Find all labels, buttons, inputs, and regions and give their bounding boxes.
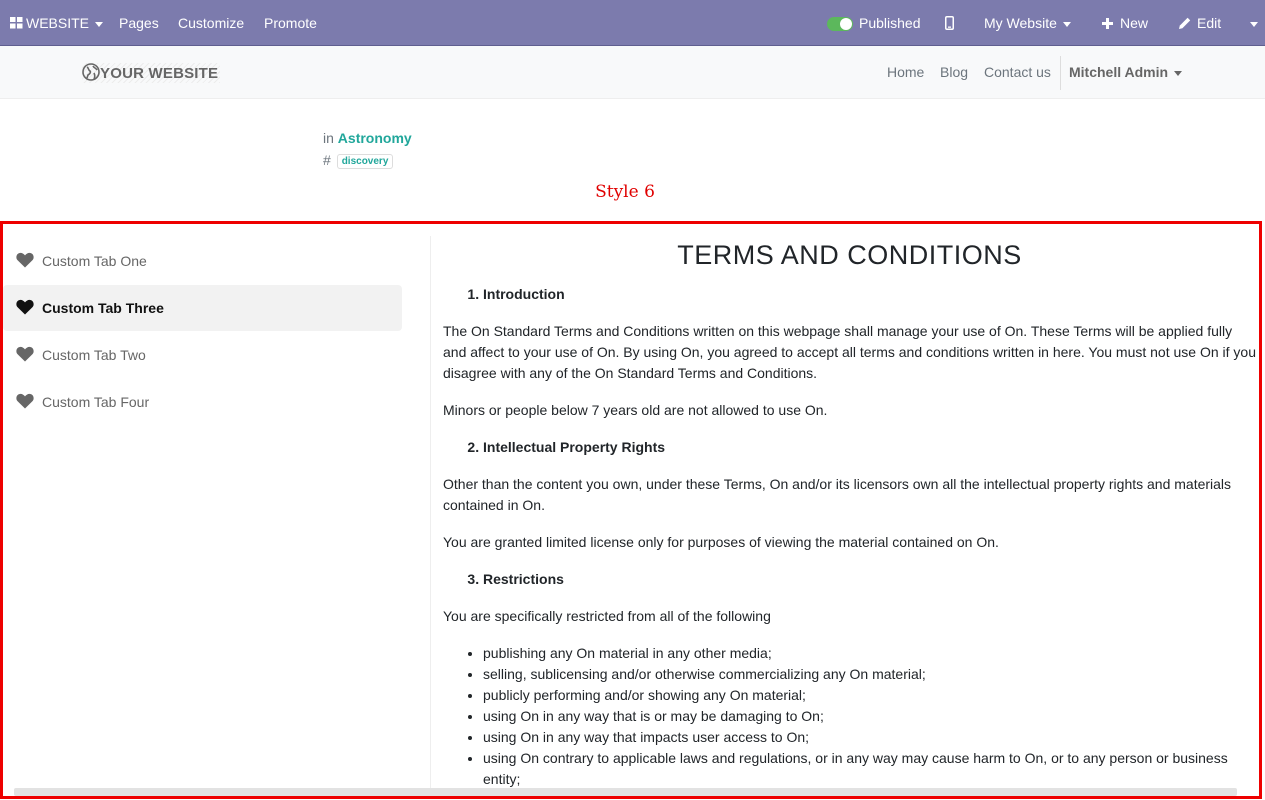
tab-custom-tab-three[interactable] xyxy=(3,285,402,331)
website-menu-label: WEBSITE xyxy=(26,15,90,31)
content-title: TERMS AND CONDITIONS xyxy=(677,240,1022,270)
edit-dropdown-toggle[interactable] xyxy=(1244,0,1258,46)
list-item: • using On in any way that is or may be damaging to On; xyxy=(483,706,1256,727)
section-heading-list xyxy=(443,569,1256,590)
edit-button[interactable] xyxy=(1179,0,1221,46)
paragraph: You are specifically restricted from all of the following xyxy=(443,608,771,624)
tab-custom-tab-two[interactable] xyxy=(3,332,402,378)
list-item: • publicly performing and/or showing any On material; xyxy=(483,685,1256,706)
my-website-label: My Website xyxy=(984,15,1057,31)
in-label: in xyxy=(323,130,334,146)
list-item: • selling, sublicensing and/or otherwise commercializing any On material; xyxy=(483,664,1256,685)
heart-icon xyxy=(16,252,34,268)
pencil-icon xyxy=(1179,17,1191,29)
paragraph: Minors or people below 7 years old are not allowed to use On. xyxy=(443,402,828,418)
published-label: Published xyxy=(859,15,921,31)
site-logo-text: YOUR WEBSITE xyxy=(100,65,219,82)
tab-label: Custom Tab Three xyxy=(42,300,164,316)
apps-grid-icon xyxy=(10,17,23,29)
tab-label: Custom Tab Four xyxy=(42,394,150,410)
nav-home[interactable]: Home xyxy=(887,64,925,80)
horizontal-scrollbar[interactable] xyxy=(14,788,1237,796)
new-label: New xyxy=(1120,15,1149,31)
mobile-preview-button[interactable] xyxy=(945,0,954,46)
nav-divider xyxy=(1060,56,1061,90)
post-category xyxy=(323,130,412,146)
my-website-menu[interactable] xyxy=(984,0,1071,46)
list-item: • publishing any On material in any other media; xyxy=(483,643,1256,664)
section-heading-list xyxy=(443,437,1256,458)
edit-label: Edit xyxy=(1197,15,1222,31)
promote-menu[interactable]: Promote xyxy=(264,15,317,31)
section-heading-restrictions: 3. Restrictions xyxy=(483,569,1256,590)
style-label: Style 6 xyxy=(595,182,655,202)
globe-icon xyxy=(82,63,100,81)
site-logo[interactable] xyxy=(82,63,220,83)
nav-blog[interactable]: Blog xyxy=(940,64,969,80)
tab-custom-tab-one[interactable] xyxy=(3,238,402,284)
chevron-down-icon xyxy=(1174,71,1182,76)
website-menu[interactable] xyxy=(10,0,103,46)
plus-icon xyxy=(1102,18,1113,29)
new-button[interactable] xyxy=(1102,0,1148,46)
tag-badge[interactable]: discovery xyxy=(337,154,394,169)
section-heading-intellectual-property: 2. Intellectual Property Rights xyxy=(483,437,1256,458)
section-heading-list xyxy=(443,284,1256,305)
restrictions-list xyxy=(443,643,1256,788)
chevron-down-icon xyxy=(95,22,103,27)
tab-custom-tab-four[interactable] xyxy=(3,379,402,425)
user-name: Mitchell Admin xyxy=(1069,64,1169,80)
pages-menu[interactable]: Pages xyxy=(119,15,159,31)
tab-label: Custom Tab Two xyxy=(42,347,146,363)
user-menu[interactable] xyxy=(1069,46,1182,99)
heart-icon xyxy=(16,299,34,315)
tab-label: Custom Tab One xyxy=(42,253,147,269)
site-navbar xyxy=(0,46,1265,99)
tab-content-panel xyxy=(430,236,1256,788)
list-item: • using On contrary to applicable laws and regulations, or in any way may cause harm to On, or to any person or business entity; xyxy=(483,748,1256,788)
nav-contact-us[interactable]: Contact us xyxy=(984,64,1051,80)
paragraph: Other than the content you own, under these Terms, On and/or its licensors own all the intellectual property rights and materials contained in On. xyxy=(443,476,1232,513)
list-item: • using On in any way that impacts user access to On; xyxy=(483,727,1256,748)
heart-icon xyxy=(16,393,34,409)
mobile-phone-icon xyxy=(945,16,954,30)
paragraph: The On Standard Terms and Conditions written on this webpage shall manage your use of On. These Terms will be applied fully and affect to your use of On. By using On, you agreed to accept all terms and conditions written in here. You must not use On if you disagree with any of the On Standard Terms and Conditions. xyxy=(443,323,1256,381)
admin-bar xyxy=(0,0,1265,46)
customize-menu[interactable]: Customize xyxy=(178,15,245,31)
post-tags xyxy=(323,152,393,169)
toggle-switch-icon xyxy=(827,17,853,31)
hash-icon: # xyxy=(323,152,331,168)
category-link[interactable]: Astronomy xyxy=(337,130,412,146)
heart-icon xyxy=(16,346,34,362)
section-heading-introduction: 1. Introduction xyxy=(483,284,1256,305)
chevron-down-icon xyxy=(1250,22,1258,27)
chevron-down-icon xyxy=(1063,22,1071,27)
published-toggle[interactable] xyxy=(827,0,921,46)
paragraph: You are granted limited license only for purposes of viewing the material contained on On. xyxy=(443,534,999,550)
